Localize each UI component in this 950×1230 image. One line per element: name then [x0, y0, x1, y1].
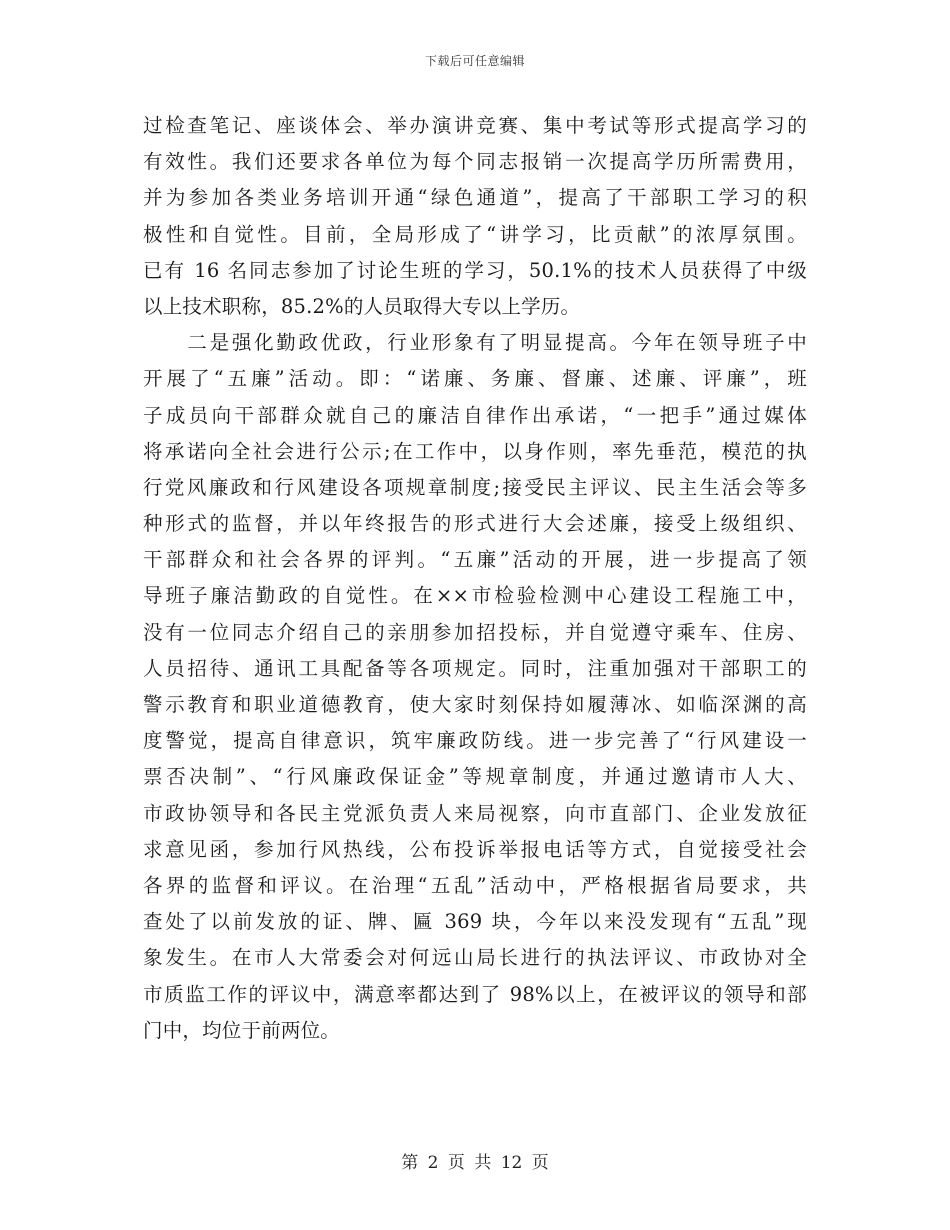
document-body: [143, 108, 807, 1049]
text-line: 子成员向干部群众就自己的廉洁自律作出承诺，“一把手”通过媒体: [143, 403, 807, 427]
text-line: 行党风廉政和行风建设各项规章制度;接受民主评议、民主生活会等多: [143, 475, 807, 499]
text-line: 以上技术职称，85.2%的人员取得大专以上学历。: [143, 294, 581, 318]
text-line: 象发生。在市人大常委会对何远山局长进行的执法评议、市政协对全: [143, 946, 807, 970]
text-line: 票否决制”、“行风廉政保证金”等规章制度，并通过邀请市人大、: [143, 765, 807, 789]
text-line: 警示教育和职业道德教育，使大家时刻保持如履薄冰、如临深渊的高: [143, 693, 807, 716]
text-line: 人员招待、通讯工具配备等各项规定。同时，注重加强对干部职工的: [143, 656, 807, 680]
text-line: 各界的监督和评议。在治理“五乱”活动中，严格根据省局要求，共: [143, 873, 807, 897]
text-line: 种形式的监督，并以年终报告的形式进行大会述廉，接受上级组织、: [143, 512, 807, 536]
text-line: 已有 16 名同志参加了讨论生班的学习，50.1%的技术人员获得了中级: [143, 258, 807, 282]
text-line: 门中，均位于前两位。: [143, 1018, 341, 1042]
text-line: 有效性。我们还要求各单位为每个同志报销一次提高学历所需费用，: [143, 150, 807, 174]
text-line: 度警觉，提高自律意识，筑牢廉政防线。进一步完善了“行风建设一: [143, 729, 807, 753]
page-number: 第 2 页 共 12 页: [401, 1153, 549, 1173]
text-line: 没有一位同志介绍自己的亲朋参加招投标，并自觉遵守乘车、住房、: [143, 620, 807, 644]
text-line: 过检查笔记、座谈体会、举办演讲竞赛、集中考试等形式提高学习的: [143, 114, 807, 137]
text-line: 并为参加各类业务培训开通“绿色通道”，提高了干部职工学习的积: [143, 186, 807, 210]
text-line: 查处了以前发放的证、牌、匾 369 块，今年以来没发现有“五乱”现: [143, 910, 807, 934]
page-header: 下载后可任意编辑: [424, 54, 525, 68]
text-line: 极性和自觉性。目前，全局形成了“讲学习，比贡献”的浓厚氛围。: [143, 222, 807, 246]
text-line: 市质监工作的评议中，满意率都达到了 98%以上，在被评议的领导和部: [143, 982, 807, 1006]
text-line: 干部群众和社会各界的评判。“五廉”活动的开展，进一步提高了领: [143, 548, 807, 572]
text-line: 求意见函，参加行风热线，公布投诉举报电话等方式，自觉接受社会: [143, 837, 807, 861]
text-line: 导班子廉洁勤政的自觉性。在××市检验检测中心建设工程施工中，: [143, 584, 807, 608]
text-line: 将承诺向全社会进行公示;在工作中，以身作则，率先垂范，模范的执: [143, 439, 807, 463]
text-line: 市政协领导和各民主党派负责人来局视察，向市直部门、企业发放征: [143, 801, 807, 825]
text-line: 二是强化勤政优政，行业形象有了明显提高。今年在领导班子中: [143, 331, 807, 355]
text-line: 开展了“五廉”活动。即：“诺廉、务廉、督廉、述廉、评廉”，班: [143, 367, 807, 391]
